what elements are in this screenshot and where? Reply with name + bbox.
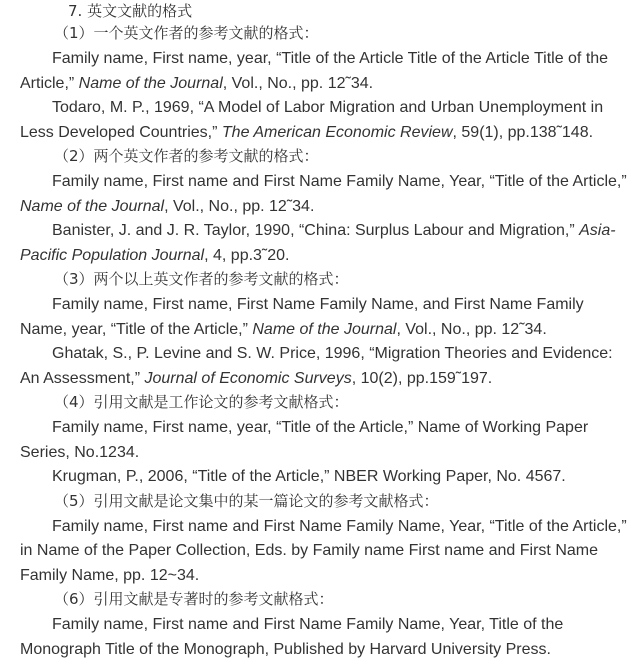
template-entry-6: Family name, First name and First Name Family Name, Year, Title of the Monograph Title of the Monograph, Published by Harvard University Press. xyxy=(20,616,564,658)
example-entry-2: Banister, J. and J. R. Taylor, 1990, “China: Surplus Labour and Migration,” Asia-Pacific Population Journal, 4, pp.3˜20. xyxy=(20,222,616,264)
subsection-heading-5: （5）引用文献是论文集中的某一篇论文的参考文献格式： xyxy=(54,491,439,510)
template-entry-1: Family name, First name, year, “Title of the Article Title of the Article Title of the Article,” Name of the Journal, Vol., No., pp. 12˜34. xyxy=(20,50,609,92)
template-entry-5: Family name, First name and First Name Family Name, Year, “Title of the Article,” in Name of the Paper Collection, Eds. by Family name First name and First Name Family Name, pp. 12~34. xyxy=(20,517,627,584)
subsection-heading-1: （1）一个英文作者的参考文献的格式： xyxy=(54,24,319,42)
subsection-heading-2: （2）两个英文作者的参考文献的格式： xyxy=(54,147,319,165)
template-entry-4: Family name, First name, year, “Title of the Article,” Name of Working Paper Series, No.1234. xyxy=(20,419,589,461)
template-entry-2: Family name, First name and First Name Family Name, Year, “Title of the Article,” Name of the Journal, Vol., No., pp. 12˜34. xyxy=(20,173,627,215)
document-body xyxy=(20,0,632,662)
subsection-heading-3: （3）两个以上英文作者的参考文献的格式： xyxy=(54,270,349,288)
template-entry-3: Family name, First name, First Name Family Name, and First Name Family Name, year, “Title of the Article,” Name of the Journal, Vol., No., pp. 12˜34. xyxy=(20,296,584,338)
example-entry-1: Todaro, M. P., 1969, “A Model of Labor Migration and Urban Unemployment in Less Developed Countries,” The American Economic Review, 59(1), pp.138˜148. xyxy=(20,99,604,141)
subsection-heading-6: （6）引用文献是专著时的参考文献格式： xyxy=(54,590,334,608)
example-entry-4: Krugman, P., 2006, “Title of the Article,” NBER Working Paper, No. 4567. xyxy=(52,468,566,485)
example-entry-3: Ghatak, S., P. Levine and S. W. Price, 1996, “Migration Theories and Evidence: An Assessment,” Journal of Economic Surveys, 10(2), pp.159˜197. xyxy=(20,345,613,387)
subsection-heading-4: （4）引用文献是工作论文的参考文献格式： xyxy=(54,393,349,411)
section-title: 7. 英文文献的格式 xyxy=(68,2,193,20)
